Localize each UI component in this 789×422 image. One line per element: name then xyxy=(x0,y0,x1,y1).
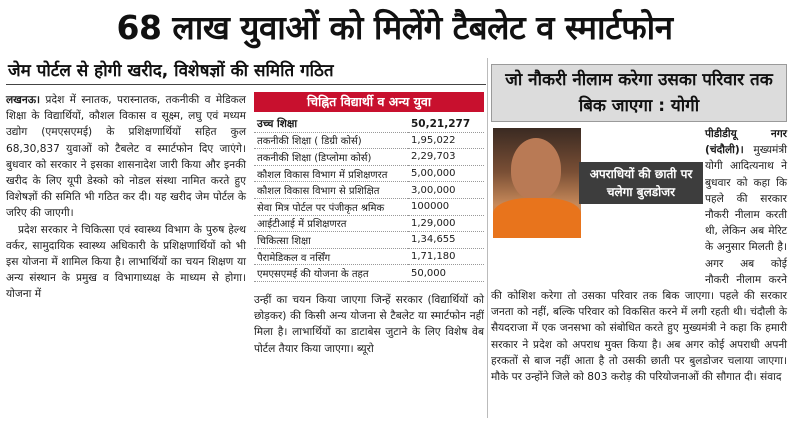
right-article-headline: जो नौकरी नीलाम करेगा उसका परिवार तक बिक जाएगा : योगी xyxy=(491,64,787,122)
article-paragraph-1 xyxy=(6,92,246,222)
right-article-body xyxy=(491,126,787,385)
row-label: कौशल विकास विभाग से प्रशिक्षित xyxy=(254,182,408,199)
row-label: पैरामेडिकल व नर्सिंग xyxy=(254,248,408,265)
column-divider xyxy=(487,58,488,418)
row-value: 100000 xyxy=(408,198,484,215)
stats-table-row xyxy=(254,265,484,282)
row-label: सेवा मित्र पोर्टल पर पंजीकृत श्रमिक xyxy=(254,198,408,215)
paragraph-1-text: प्रदेश में स्नातक, परास्नातक, तकनीकी व मेडिकल शिक्षा के विद्यार्थियों, कौशल विकास व सूक्ष्म, लघु एवं मध्यम उद्योग (एमएसएमई) के प्रशिक्षणार्थियों सहित कुल 68,30,837 युवाओं को टैबलेट व स्मार्टफोन दिए जाएंगे। बुधवार को सरकार ने इसका शासनादेश जारी किया और इनकी खरीद के लिए यूपी डेस्को को नोडल संस्था नामित करते हुए विशेषज्ञों की समिति भी गठित कर दी। यह खरीद जेम पोर्टल के जरिए की जाएगी। xyxy=(6,94,246,220)
right-article xyxy=(491,64,787,422)
right-article-text: मुख्यमंत्री योगी आदित्यनाथ ने बुधवार को कहा कि पहले की सरकार नौकरी नीलाम करती थी, लेकिन अब मेरिट के अनुसार मिलती है। अगर अब कोई नौकरी नीलाम करने की कोशिश करेगा तो उसका परिवार तक बिक जाएगा। पहले की सरकार जनता को नहीं, बल्कि परिवार को विकसित करने में लगी रहती थी। चंदौली के सैयदराजा में एक जनसभा को संबोधित करते हुए मुख्यमंत्री ने कहा कि हमारी सरकार ने प्रदेश को अपराध मुक्त किया है। अब अगर कोई अपराधी अपनी हरकतों से बाज नहीं आता है तो उसकी छाती पर बुलडोजर चलाया जाएगा। मौके पर उन्होंने जिले को 803 करोड़ की परियोजनाओं की सौगात दी। xyxy=(491,144,787,384)
article-paragraph-2: प्रदेश सरकार ने चिकित्सा एवं स्वास्थ्य विभाग के पुरुष हेल्थ वर्कर, सामुदायिक स्वास्थ्य अधिकारी के प्रशिक्षणार्थियों को भी इस योजना में शामिल किया है। लाभार्थियों का चयन शिक्षण या अन्य संस्थान के प्रमुख व विभागाध्यक्ष के माध्यम से होगा। योजना में xyxy=(6,223,246,301)
main-headline: 68 लाख युवाओं को मिलेंगे टैबलेट व स्मार्टफोन xyxy=(116,8,673,47)
row-value: 1,71,180 xyxy=(408,248,484,265)
row-value: 50,000 xyxy=(408,265,484,282)
stats-table-row xyxy=(254,116,484,132)
article-column-2 xyxy=(254,92,484,357)
stats-table-row xyxy=(254,132,484,149)
row-label: तकनीकी शिक्षा ( डिग्री कोर्स) xyxy=(254,132,408,149)
article-dateline: लखनऊ। xyxy=(6,94,41,106)
stats-table-row xyxy=(254,215,484,232)
stats-table xyxy=(254,116,484,282)
row-label: कौशल विकास विभाग में प्रशिक्षणरत xyxy=(254,165,408,182)
stats-table-row xyxy=(254,248,484,265)
row-value: 5,00,000 xyxy=(408,165,484,182)
row-label: तकनीकी शिक्षा (डिप्लोमा कोर्स) xyxy=(254,149,408,166)
row-value: 1,34,655 xyxy=(408,232,484,249)
row-value: 1,29,000 xyxy=(408,215,484,232)
article-subheading: जेम पोर्टल से होगी खरीद, विशेषज्ञों की समिति गठित xyxy=(6,58,486,85)
stats-table-title: चिह्नित विद्यार्थी व अन्य युवा xyxy=(254,92,484,112)
row-label: चिकित्सा शिक्षा xyxy=(254,232,408,249)
stats-table-row xyxy=(254,198,484,215)
stats-table-row xyxy=(254,182,484,199)
row-value: 1,95,022 xyxy=(408,132,484,149)
row-value: 50,21,277 xyxy=(408,116,484,132)
article-column-1 xyxy=(6,92,246,303)
stats-table-row xyxy=(254,165,484,182)
left-article xyxy=(6,58,486,422)
right-article-dateline: पीडीडीयू नगर (चंदौली)। xyxy=(705,128,787,157)
photo-caption: अपराधियों की छाती पर चलेगा बुलडोजर xyxy=(579,162,703,204)
stats-table-row xyxy=(254,232,484,249)
row-label: आईटीआई में प्रशिक्षणरत xyxy=(254,215,408,232)
row-label: एमएसएमई की योजना के तहत xyxy=(254,265,408,282)
row-value: 3,00,000 xyxy=(408,182,484,199)
row-value: 2,29,703 xyxy=(408,149,484,166)
article-paragraph-3: उन्हीं का चयन किया जाएगा जिन्हें सरकार (विद्यार्थियों को छोड़कर) की किसी अन्य योजना से टैबलेट या स्मार्टफोन नहीं मिला है। लाभार्थियों का डाटाबेस जुटाने के लिए विशेष वेब पोर्टल तैयार किया जाएगा। ब्यूरो xyxy=(254,293,484,355)
row-label: उच्च शिक्षा xyxy=(254,116,408,132)
photo-block xyxy=(491,128,699,278)
right-article-credit: संवाद xyxy=(756,371,782,384)
stats-table-row xyxy=(254,149,484,166)
yogi-photo xyxy=(493,128,581,238)
